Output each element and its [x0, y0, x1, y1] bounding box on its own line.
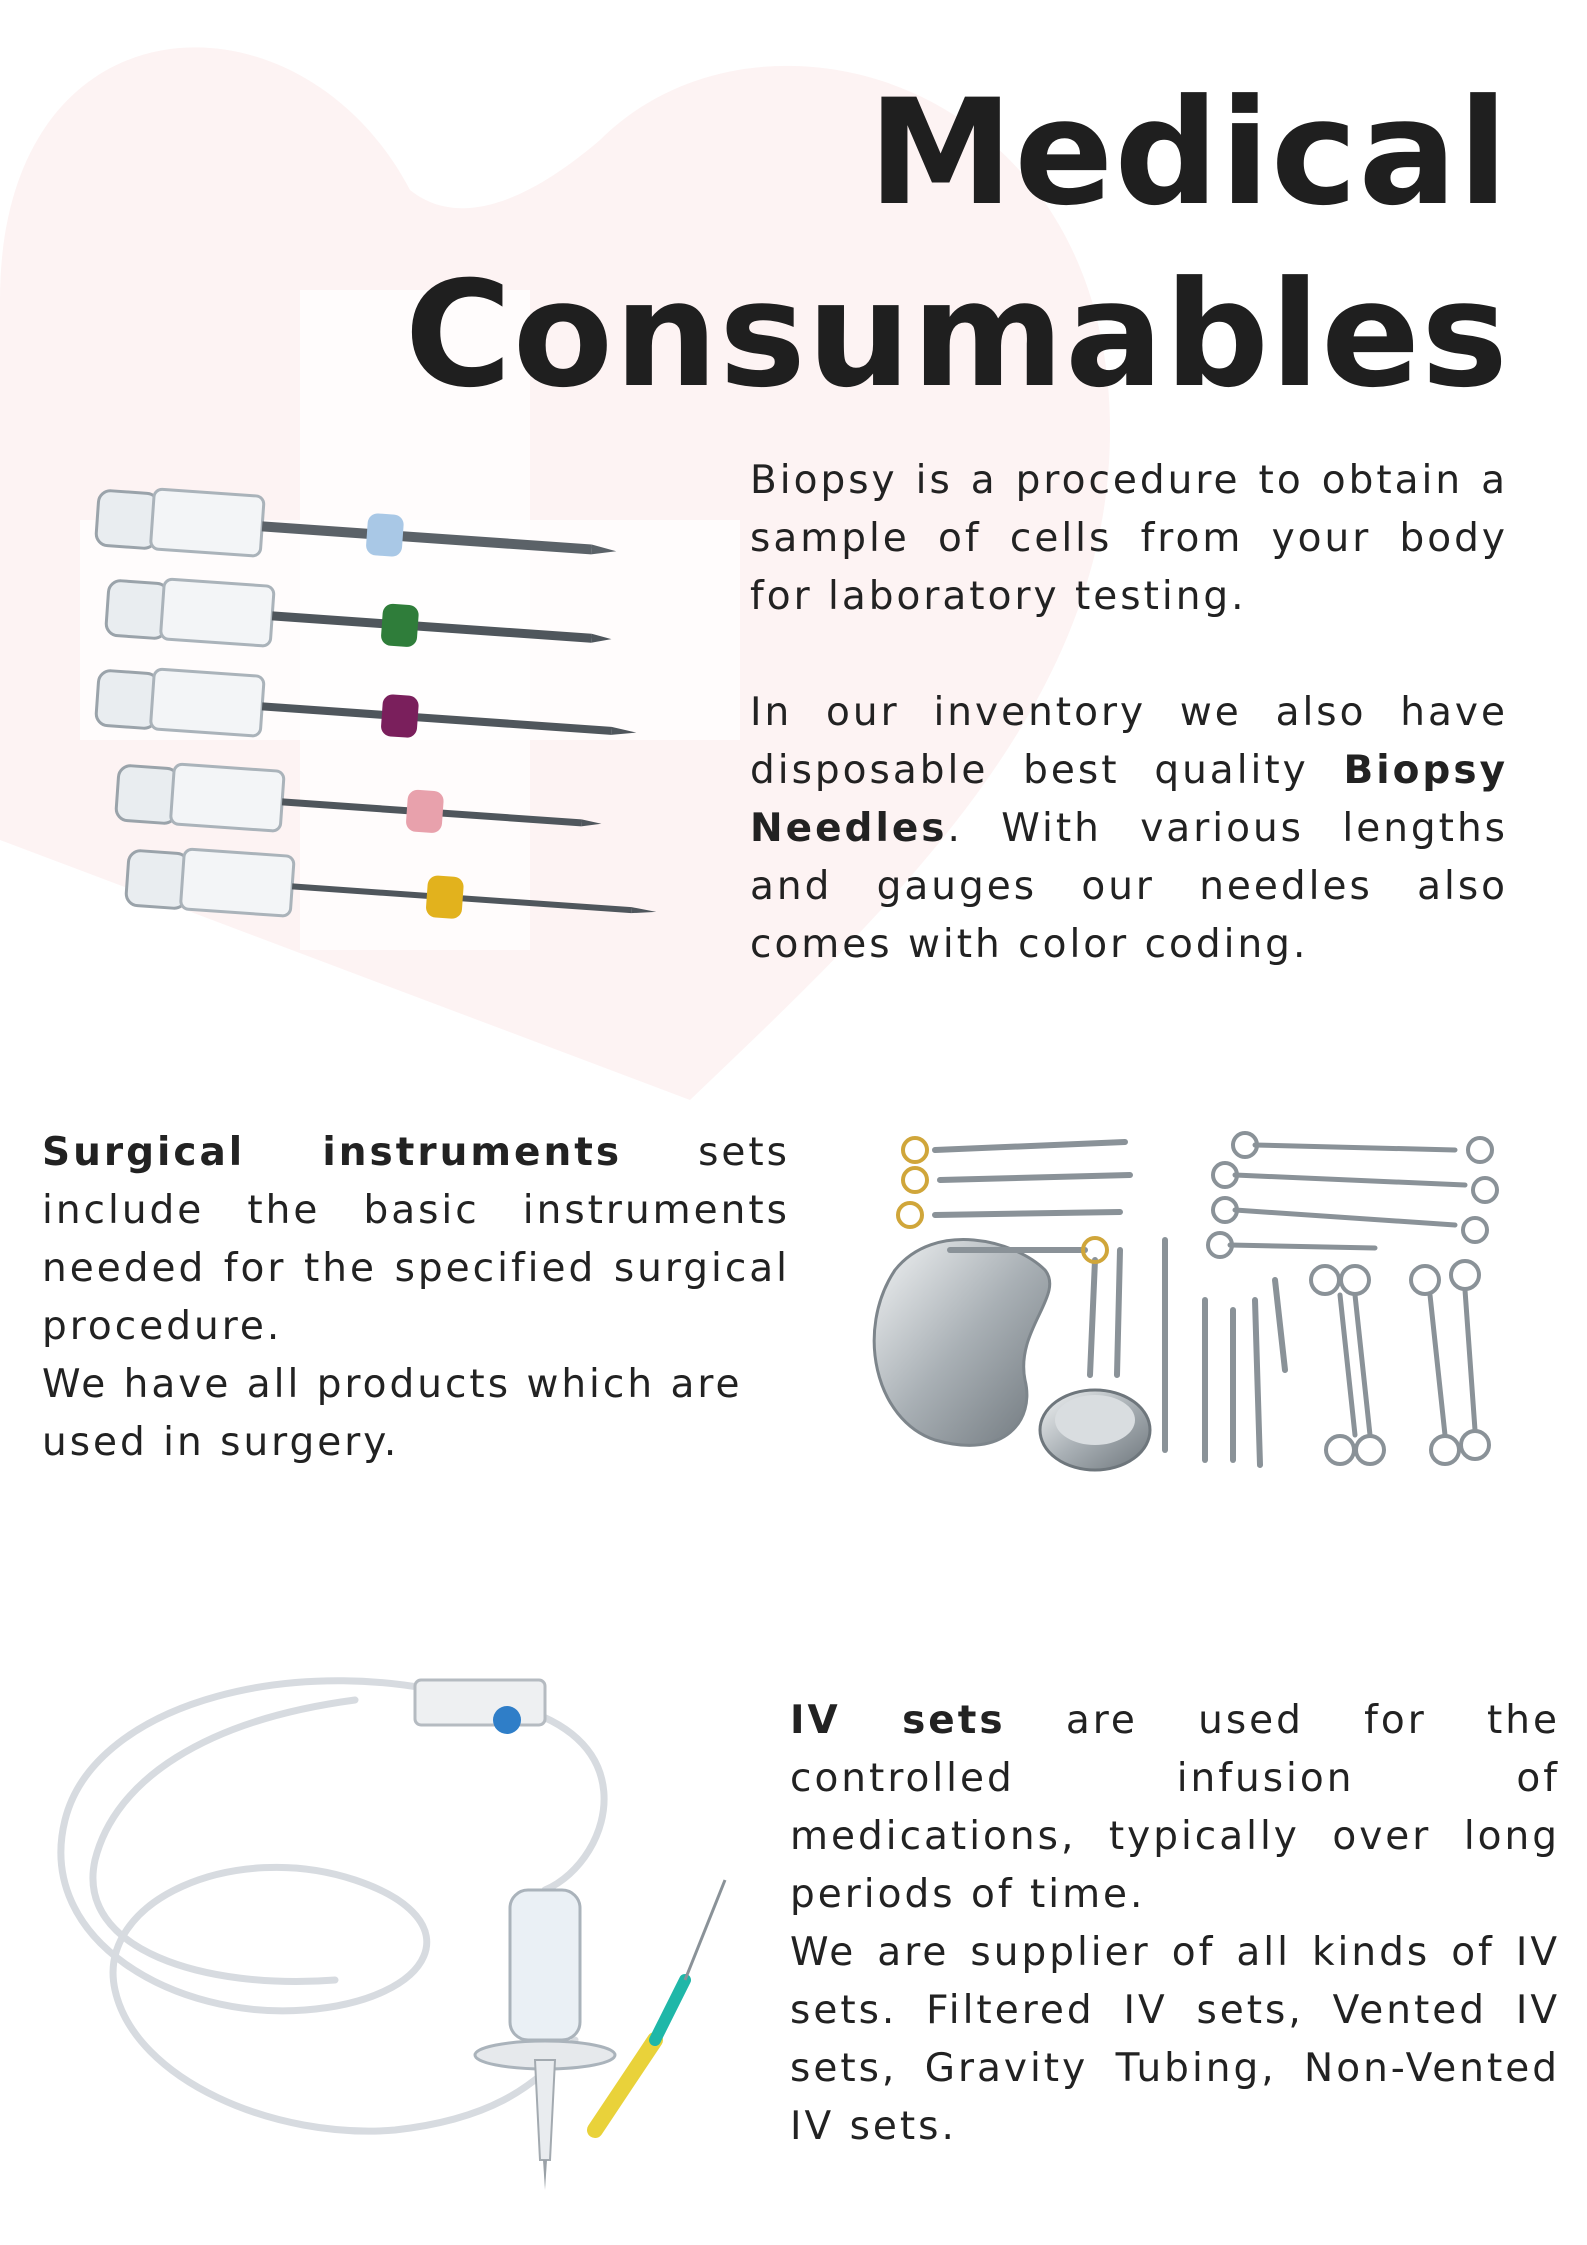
needle-hub-color-4 [405, 789, 444, 833]
iv-text-1: are used for the controlled infusion of medications, typically over long periods of time. [790, 1698, 1560, 1917]
surgical-product-name: Surgical instruments [42, 1130, 623, 1175]
biopsy-inventory [750, 684, 1508, 974]
biopsy-needles-image [90, 460, 690, 940]
needle-4 [115, 760, 603, 854]
surgical-description [42, 1124, 790, 1472]
needle-hub-color-5 [425, 875, 464, 919]
needle-2 [105, 575, 613, 670]
title-line-2: Consumables [404, 250, 1509, 420]
surgical-intro [42, 1124, 790, 1356]
surgical-text-2: We have all products which are used in surgery. [42, 1362, 743, 1465]
iv-set-image [55, 1660, 735, 2200]
iv-description [790, 1692, 1560, 2156]
surgical-instruments-image [855, 1120, 1525, 1500]
biopsy-inventory-pre: In our inventory we also have disposable best quality [750, 690, 1508, 793]
needle-hub-color-3 [380, 694, 419, 738]
page-title [405, 62, 1509, 426]
surgical-text-1: sets include the basic instruments needed for the specified surgical procedure. [42, 1130, 790, 1349]
needle-5 [125, 845, 658, 940]
title-line-1: Medical [868, 68, 1509, 238]
iv-product-name: IV sets [790, 1698, 1006, 1743]
iv-text-2: We are supplier of all kinds of IV sets. Filtered IV sets, Vented IV sets, Gravity Tubing, Non-Vented IV sets. [790, 1930, 1560, 2149]
biopsy-intro: Biopsy is a procedure to obtain a sample of cells from your body for laboratory testing. [750, 458, 1508, 619]
needle-hub-color-1 [365, 513, 404, 557]
iv-roller-clamp [493, 1706, 521, 1734]
biopsy-product-name: Biopsy Needles [750, 748, 1508, 851]
needle-1 [95, 485, 618, 581]
needle-hub-color-2 [380, 603, 419, 647]
biopsy-inventory-post: . With various lengths and gauges our needles also comes with color coding. [750, 806, 1508, 967]
needle-3 [95, 665, 638, 763]
biopsy-description [750, 452, 1508, 974]
iv-green-needle-hub [655, 1980, 685, 2040]
iv-intro [790, 1692, 1560, 1924]
